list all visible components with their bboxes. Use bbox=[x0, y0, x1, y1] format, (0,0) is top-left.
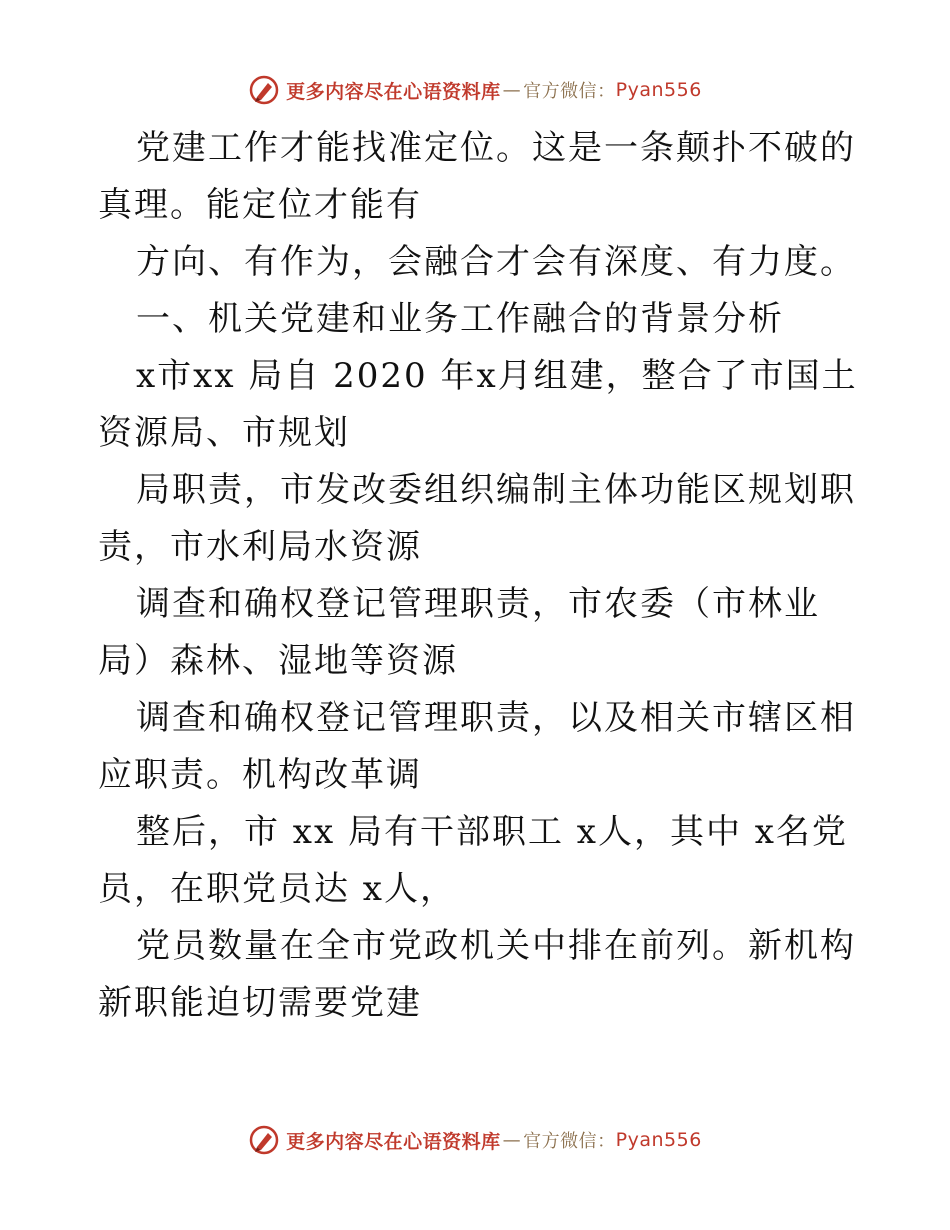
pen-logo-icon bbox=[248, 1124, 280, 1156]
watermark-separator: — bbox=[502, 1129, 522, 1151]
paragraph: x市xx 局自 2020 年x月组建，整合了市国土资源局、市规划 bbox=[98, 356, 858, 453]
paragraph: 党员数量在全市党政机关中排在前列。新机构新职能迫切需要党建 bbox=[98, 926, 856, 1023]
section-heading: 一、机关党建和业务工作融合的背景分析 bbox=[136, 299, 784, 339]
paragraph: 局职责，市发改委组织编制主体功能区规划职责，市水利局水资源 bbox=[98, 470, 856, 567]
pen-logo-icon bbox=[248, 74, 280, 106]
header-watermark bbox=[0, 70, 950, 110]
watermark-wechat-label: 官方微信： bbox=[523, 81, 616, 102]
paragraph: 整后，市 xx 局有干部职工 x人，其中 x名党员，在职党员达 x人， bbox=[98, 812, 848, 909]
paragraph: 调查和确权登记管理职责，市农委（市林业局）森林、湿地等资源 bbox=[98, 584, 820, 681]
watermark-text: 更多内容尽在心语资料库 bbox=[286, 1130, 501, 1153]
watermark-wechat-id: Pyan556 bbox=[615, 79, 702, 101]
watermark-wechat-id: Pyan556 bbox=[615, 1129, 702, 1151]
footer-watermark bbox=[0, 1120, 950, 1160]
paragraph: 党建工作才能找准定位。这是一条颠扑不破的真理。能定位才能有 bbox=[98, 128, 856, 225]
paragraph: 方向、有作为，会融合才会有深度、有力度。 bbox=[136, 242, 856, 282]
document-body bbox=[98, 120, 858, 1032]
paragraph: 调查和确权登记管理职责，以及相关市辖区相应职责。机构改革调 bbox=[98, 698, 856, 795]
watermark-separator: — bbox=[502, 79, 522, 101]
watermark-wechat-label: 官方微信： bbox=[523, 1131, 616, 1152]
watermark-text: 更多内容尽在心语资料库 bbox=[286, 80, 501, 103]
